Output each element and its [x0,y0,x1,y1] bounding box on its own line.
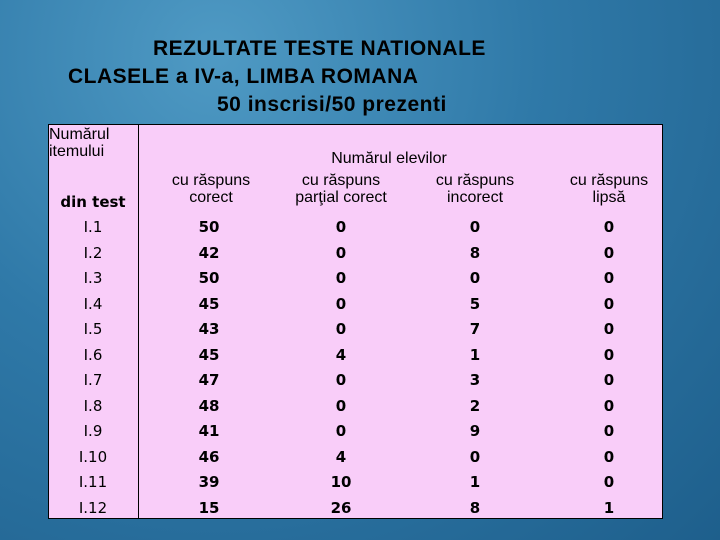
row-item-label: I.1 [83,218,103,236]
title-line-2: CLASELE a IV-a, LIMBA ROMANA [68,65,419,88]
table-cell: 0 [603,320,615,338]
table-cell: 0 [335,320,347,338]
table-cell: 48 [198,396,220,415]
table-cell: 0 [335,422,347,440]
item-header-line-3: din test [60,193,126,211]
table-cell: 5 [469,294,481,313]
table-cell: 0 [603,243,615,262]
table-cell: 0 [335,269,347,287]
column-header-correct [148,172,274,206]
row-item-label: I.12 [78,498,108,517]
column-header-missing [546,172,672,206]
column-header-line: cu răspuns [435,172,515,189]
table-cell: 0 [603,218,615,236]
table-cell: 50 [198,218,220,236]
table-cell: 0 [603,371,615,389]
table-cell: 0 [335,396,347,415]
table-cell: 0 [603,422,615,440]
column-header-partial [275,172,407,206]
item-header-line-1: Numărul [49,126,110,143]
column-header-line: corect [189,189,233,206]
table-cell: 15 [198,498,220,517]
table-cell: 0 [335,294,347,313]
row-item-label: I.3 [83,269,103,287]
table-cell: 46 [198,447,220,466]
row-item-label: I.5 [83,320,103,338]
table-cell: 43 [198,320,220,338]
table-cell: 2 [469,396,481,415]
table-cell: 0 [603,447,615,466]
table-cell: 0 [603,396,615,415]
table-cell: 47 [198,371,220,389]
row-item-label: I.8 [83,396,103,415]
table-cell: 0 [469,447,481,466]
table-cell: 10 [330,473,352,491]
table-cell: 39 [198,473,220,491]
column-header-line: cu răspuns [171,172,251,189]
row-item-label: I.11 [78,473,108,491]
table-cell: 50 [198,269,220,287]
item-header-line-2: itemului [49,143,105,160]
table-cell: 41 [198,422,220,440]
table-cell: 8 [469,498,481,517]
table-cell: 1 [603,498,615,517]
row-item-label: I.6 [83,345,103,364]
column-header-line: parţial corect [295,189,387,206]
table-cell: 26 [330,498,352,517]
table-cell: 0 [469,269,481,287]
row-item-label: I.7 [83,371,103,389]
table-cell: 9 [469,422,481,440]
table-cell: 3 [469,371,481,389]
column-header-line: cu răspuns [301,172,381,189]
table-cell: 4 [335,447,347,466]
column-header-line: cu răspuns [569,172,649,189]
table-cell: 0 [603,473,615,491]
row-item-label: I.9 [83,422,103,440]
results-table [48,124,663,519]
column-divider [138,125,139,518]
table-cell: 0 [603,345,615,364]
row-item-label: I.10 [78,447,108,466]
column-header-line: lipsă [592,189,626,206]
table-cell: 0 [335,243,347,262]
column-header-incorrect [412,172,538,206]
table-cell: 0 [603,294,615,313]
column-header-line: incorect [446,189,504,206]
table-cell: 4 [335,345,347,364]
table-cell: 0 [469,218,481,236]
table-cell: 1 [469,345,481,364]
group-header: Numărul elevilor [331,150,447,167]
table-cell: 1 [469,473,481,491]
table-cell: 8 [469,243,481,262]
table-cell: 0 [335,371,347,389]
table-cell: 42 [198,243,220,262]
table-cell: 7 [469,320,481,338]
table-cell: 45 [198,294,220,313]
table-cell: 0 [335,218,347,236]
table-cell: 0 [603,269,615,287]
title-line-3: 50 inscrisi/50 prezenti [217,93,447,116]
row-item-label: I.2 [83,243,103,262]
table-cell: 45 [198,345,220,364]
row-item-label: I.4 [83,294,103,313]
title-line-1: REZULTATE TESTE NATIONALE [153,37,486,60]
